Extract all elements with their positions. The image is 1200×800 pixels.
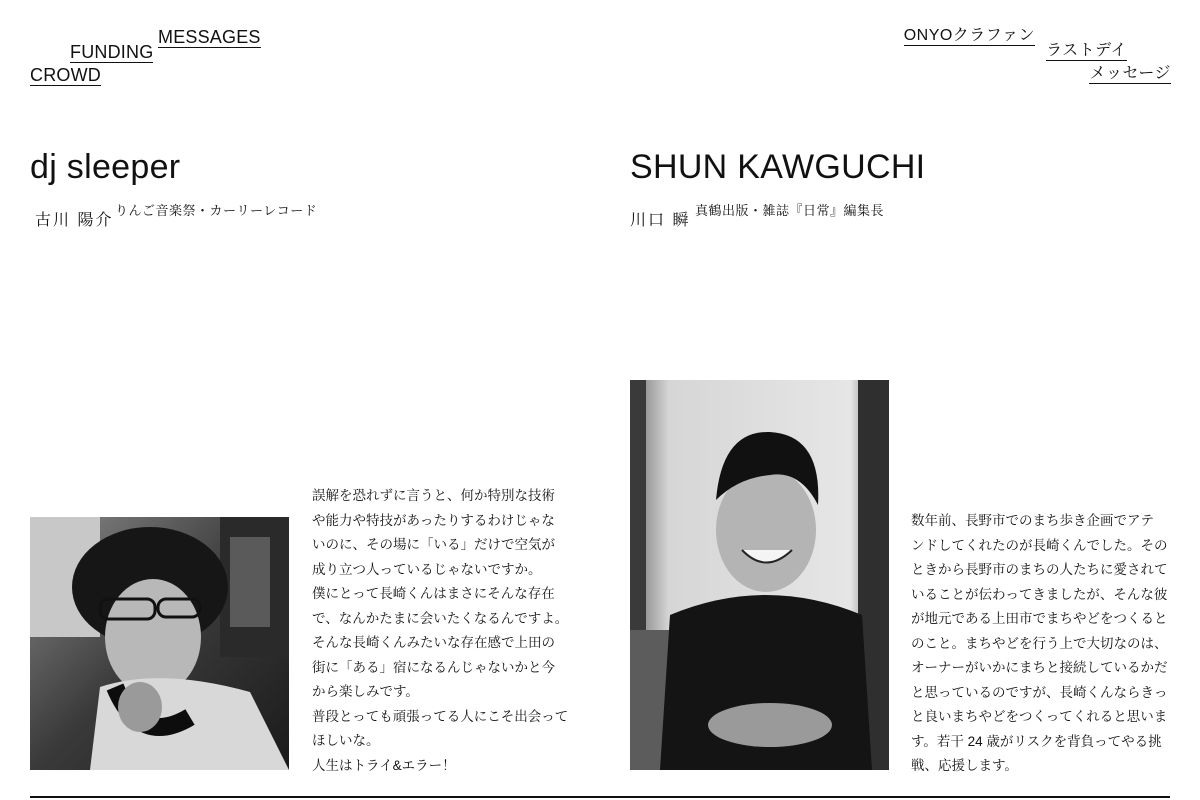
message-line: 成り立つ人っているじゃないですか。 bbox=[312, 561, 542, 577]
nav-link-last-day[interactable]: ラストデイ bbox=[1046, 42, 1127, 59]
message-line: オーナーがいかにまちと接続しているかだ bbox=[911, 660, 1168, 675]
person-jp-name-1: 古川 陽介 bbox=[35, 212, 114, 229]
bottom-divider bbox=[30, 796, 1170, 798]
portrait-photo-shun-kawguchi bbox=[630, 380, 889, 770]
nav-link-message[interactable]: メッセージ bbox=[1089, 65, 1171, 82]
message-line: と良いまちやどをつくってくれると思いま bbox=[911, 709, 1168, 724]
message-text-2 bbox=[911, 509, 1168, 779]
onyo-last-day-nav bbox=[891, 28, 1171, 92]
person-affiliation-1: りんご音楽祭・カーリーレコード bbox=[115, 203, 318, 218]
message-line: や能力や特技があったりするわけじゃな bbox=[312, 512, 555, 528]
person-name-1: dj sleeper bbox=[30, 148, 181, 186]
message-line: から楽しみです。 bbox=[312, 684, 419, 699]
message-line: いのに、その場に「いる」だけで空気が bbox=[312, 537, 555, 552]
message-text-1 bbox=[312, 484, 568, 778]
message-line: のこと。まちやどを行う上で大切なのは、 bbox=[911, 635, 1168, 651]
message-line: ンドしてくれたのが長崎くんでした。その bbox=[911, 537, 1168, 553]
message-line: 人生はトライ&エラー！ bbox=[312, 757, 456, 773]
nav-link-messages[interactable]: MESSAGES bbox=[158, 27, 261, 47]
message-line: 戦、応援します。 bbox=[911, 758, 1018, 773]
message-line: 数年前、長野市でのまち歩き企画でアテ bbox=[911, 513, 1154, 528]
message-line: ほしいな。 bbox=[312, 733, 380, 748]
message-line: そんな長崎くんみたいな存在感で上田の bbox=[312, 635, 555, 650]
person-name-2: SHUN KAWGUCHI bbox=[630, 148, 926, 186]
crowdfunding-messages-nav bbox=[30, 28, 290, 92]
person-affiliation-2: 真鶴出版・雑誌『日常』編集長 bbox=[695, 203, 885, 218]
portrait-photo-dj-sleeper bbox=[30, 517, 289, 770]
nav-link-onyo-crowdfunding[interactable]: ONYOクラファン bbox=[903, 27, 1035, 44]
nav-link-crowd[interactable]: CROWD bbox=[30, 65, 101, 85]
message-line: ときから長野市のまちの人たちに愛されて bbox=[911, 562, 1168, 577]
message-line: と思っているのですが、長崎くんならきっ bbox=[911, 684, 1168, 700]
message-line: す。若干 24 歳がリスクを背負ってやる挑 bbox=[911, 733, 1162, 749]
message-line: 僕にとって長崎くんはまさにそんな存在 bbox=[312, 586, 555, 601]
message-line: 街に「ある」宿になるんじゃないかと今 bbox=[312, 659, 555, 675]
person-jp-name-2: 川口 瞬 bbox=[630, 212, 691, 229]
message-line: が地元である上田市でまちやどをつくると bbox=[911, 611, 1168, 626]
nav-link-funding[interactable]: FUNDING bbox=[70, 42, 154, 62]
message-line: いることが伝わってきましたが、そんな彼 bbox=[911, 586, 1168, 602]
message-line: で、なんかたまに会いたくなるんですよ。 bbox=[312, 610, 569, 626]
message-line: 誤解を恐れずに言うと、何か特別な技術 bbox=[312, 488, 555, 503]
message-line: 普段とっても頑張ってる人にこそ出会って bbox=[312, 708, 569, 724]
